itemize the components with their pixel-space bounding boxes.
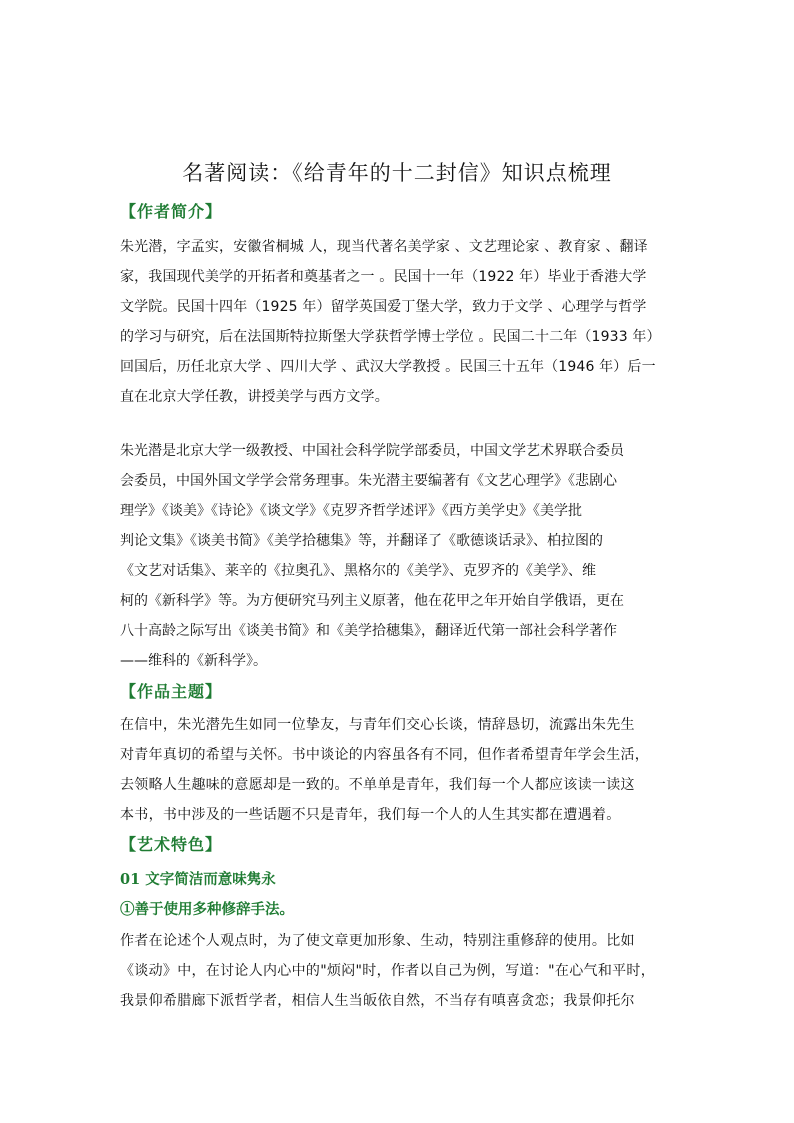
text-line: 《谈动》中，在讨论人内心中的"烦闷"时，作者以自己为例，写道："在心气和平时，	[120, 963, 656, 979]
text-line: 我景仰希腊廊下派哲学者，相信人生当皈依自然，不当存有嗔喜贪恋；我景仰托尔	[120, 993, 635, 1009]
text-line: 判论文集》《谈美书简》《美学拾穗集》等，并翻译了《歌德谈话录》、柏拉图的	[120, 533, 603, 549]
text-line: 柯的《新科学》等。为方便研究马列主义原著，他在花甲之年开始自学俄语，更在	[120, 593, 624, 609]
text-line: 去领略人生趣味的意愿却是一致的。不单单是青年，我们每一个人都应该读一读这	[120, 777, 635, 793]
author-intro-paragraph	[120, 232, 690, 412]
text-line: 理学》《谈美》《诗论》《谈文学》《克罗齐哲学述评》《西方美学史》《美学批	[120, 503, 582, 519]
text-line: 作者在论述个人观点时，为了使文章更加形象、生动，特别注重修辞的使用。比如	[120, 933, 635, 949]
text-line: 的学习与研究，后在法国斯特拉斯堡大学获哲学博士学位 。民国二十二年（1933 年）	[120, 329, 661, 345]
author-works-paragraph	[120, 436, 690, 676]
theme-paragraph	[120, 710, 690, 830]
text-line: 朱光潜，字孟实，安徽省桐城 人，现当代著名美学家 、文艺理论家 、教育家 、翻译	[120, 239, 648, 255]
art-paragraph	[120, 926, 690, 1016]
text-line: 在信中，朱光潜先生如同一位挚友，与青年们交心长谈，情辞恳切，流露出朱先生	[120, 717, 635, 733]
section-heading-theme: 【作品主题】	[120, 682, 223, 701]
text-line: ——维科的《新科学》。	[120, 653, 267, 669]
page-title: 名著阅读：《给青年的十二封信》知识点梳理	[182, 161, 612, 185]
subheading-rhetoric: ①善于使用多种修辞手法。	[120, 901, 294, 918]
text-line: 文学院。民国十四年（1925 年）留学英国爱丁堡大学，致力于文学 、心理学与哲学	[120, 299, 647, 315]
text-line: 回国后，历任北京大学 、四川大学 、武汉大学教授 。民国三十五年（1946 年）后一	[120, 359, 656, 375]
text-line: 直在北京大学任教，讲授美学与西方文学。	[120, 389, 389, 405]
text-line: 对青年真切的希望与关怀。书中谈论的内容虽各有不同，但作者希望青年学会生活，	[120, 747, 650, 763]
text-line: 八十高龄之际写出《谈美书简》和《美学拾穗集》，翻译近代第一部社会科学著作	[120, 623, 617, 639]
text-line: 《文艺对话集》、莱辛的《拉奥孔》、黑格尔的《美学》、克罗齐的《美学》、维	[120, 563, 596, 579]
text-line: 家，我国现代美学的开拓者和奠基者之一 。民国十一年（1922 年）毕业于香港大学	[120, 269, 647, 285]
text-line: 朱光潜是北京大学一级教授、中国社会科学院学部委员，中国文学艺术界联合委员	[120, 443, 624, 459]
text-line: 会委员，中国外国文学学会常务理事。朱光潜主要编著有《文艺心理学》《悲剧心	[120, 473, 617, 489]
section-heading-art: 【艺术特色】	[120, 835, 223, 854]
text-line: 本书，书中涉及的一些话题不只是青年，我们每一个人的人生其实都在遭遇着。	[120, 807, 621, 823]
subheading-concise-language: 01 文字简洁而意味隽永	[120, 871, 276, 888]
section-heading-author: 【作者简介】	[120, 202, 223, 221]
